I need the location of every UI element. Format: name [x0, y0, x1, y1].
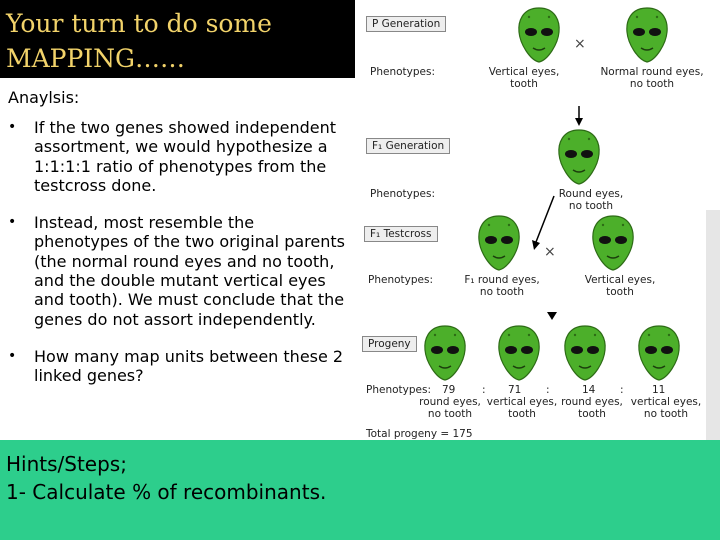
bullet-glyph: •: [8, 347, 17, 364]
bullet-item: [8, 347, 353, 386]
alien-progeny-2-icon: [496, 322, 542, 382]
p-left-phenotype: Vertical eyes, tooth: [488, 66, 560, 90]
count-vertical-tooth: 71: [508, 384, 522, 396]
testcross-left-phenotype: F₁ round eyes, no tooth: [464, 274, 540, 298]
bullet-text: Instead, most resemble the phenotypes of the two original parents (the normal round eyes and no tooth, and the double mutant vertical eyes and tooth). We must conclude that the genes do not assort independently.: [34, 213, 345, 329]
phenotypes-label: Phenotypes:: [370, 188, 435, 200]
side-strip: [706, 210, 720, 440]
bullet-item: [8, 118, 353, 195]
down-arrow-icon: [546, 310, 558, 322]
phenotypes-label: Phenotypes:: [370, 66, 435, 78]
hints-heading: Hints/Steps;: [6, 452, 127, 476]
title-bar: [0, 0, 355, 78]
alien-testcross-f1-icon: [476, 212, 522, 272]
count-round-notooth: 79: [442, 384, 456, 396]
cross-symbol: ×: [574, 36, 586, 52]
count-vertical-notooth: 11: [652, 384, 666, 396]
count-round-tooth: 14: [582, 384, 596, 396]
count-separator: :: [482, 384, 486, 396]
hints-box: [0, 440, 720, 540]
alien-progeny-1-icon: [422, 322, 468, 382]
p-right-phenotype: Normal round eyes, no tooth: [600, 66, 704, 90]
alien-progeny-3-icon: [562, 322, 608, 382]
bullet-list: [8, 118, 353, 404]
bullet-text: If the two genes showed independent assortment, we would hypothesize a 1:1:1:1 ratio of phenotypes from the testcross done.: [34, 118, 336, 195]
total-progeny: Total progeny = 175: [366, 428, 473, 440]
f1-phenotype: Round eyes, no tooth: [558, 188, 624, 212]
slide-title: Your turn to do some MAPPING……: [6, 9, 272, 73]
alien-round-notooth-icon: [624, 4, 670, 64]
alien-progeny-4-icon: [636, 322, 682, 382]
count-separator: :: [546, 384, 550, 396]
phenotypes-label: Phenotypes:: [366, 384, 431, 396]
cross-symbol: ×: [544, 244, 556, 260]
genetics-cross-figure: [356, 0, 720, 440]
progeny-label-2: vertical eyes, tooth: [486, 396, 558, 420]
alien-vertical-tooth-icon: [516, 4, 562, 64]
arrow-icon: [526, 104, 586, 254]
bullet-glyph: •: [8, 214, 17, 231]
testcross-right-phenotype: Vertical eyes, tooth: [584, 274, 656, 298]
analysis-heading: Anaylsis:: [8, 88, 80, 107]
progeny-label: Progeny: [362, 336, 417, 352]
alien-testcross-mutant-icon: [590, 212, 636, 272]
progeny-label-3: round eyes, tooth: [561, 396, 623, 420]
p-generation-label: P Generation: [366, 16, 446, 32]
progeny-label-4: vertical eyes, no tooth: [630, 396, 702, 420]
bullet-glyph: •: [8, 119, 17, 135]
hints-step-1: 1- Calculate % of recombinants.: [6, 480, 327, 504]
phenotypes-label: Phenotypes:: [368, 274, 433, 286]
bullet-text: How many map units between these 2 linked genes?: [34, 346, 344, 386]
f1-testcross-label: F₁ Testcross: [364, 226, 438, 242]
count-separator: :: [620, 384, 624, 396]
progeny-label-1: round eyes, no tooth: [419, 396, 481, 420]
f1-generation-label: F₁ Generation: [366, 138, 450, 154]
bullet-item: [8, 213, 353, 329]
